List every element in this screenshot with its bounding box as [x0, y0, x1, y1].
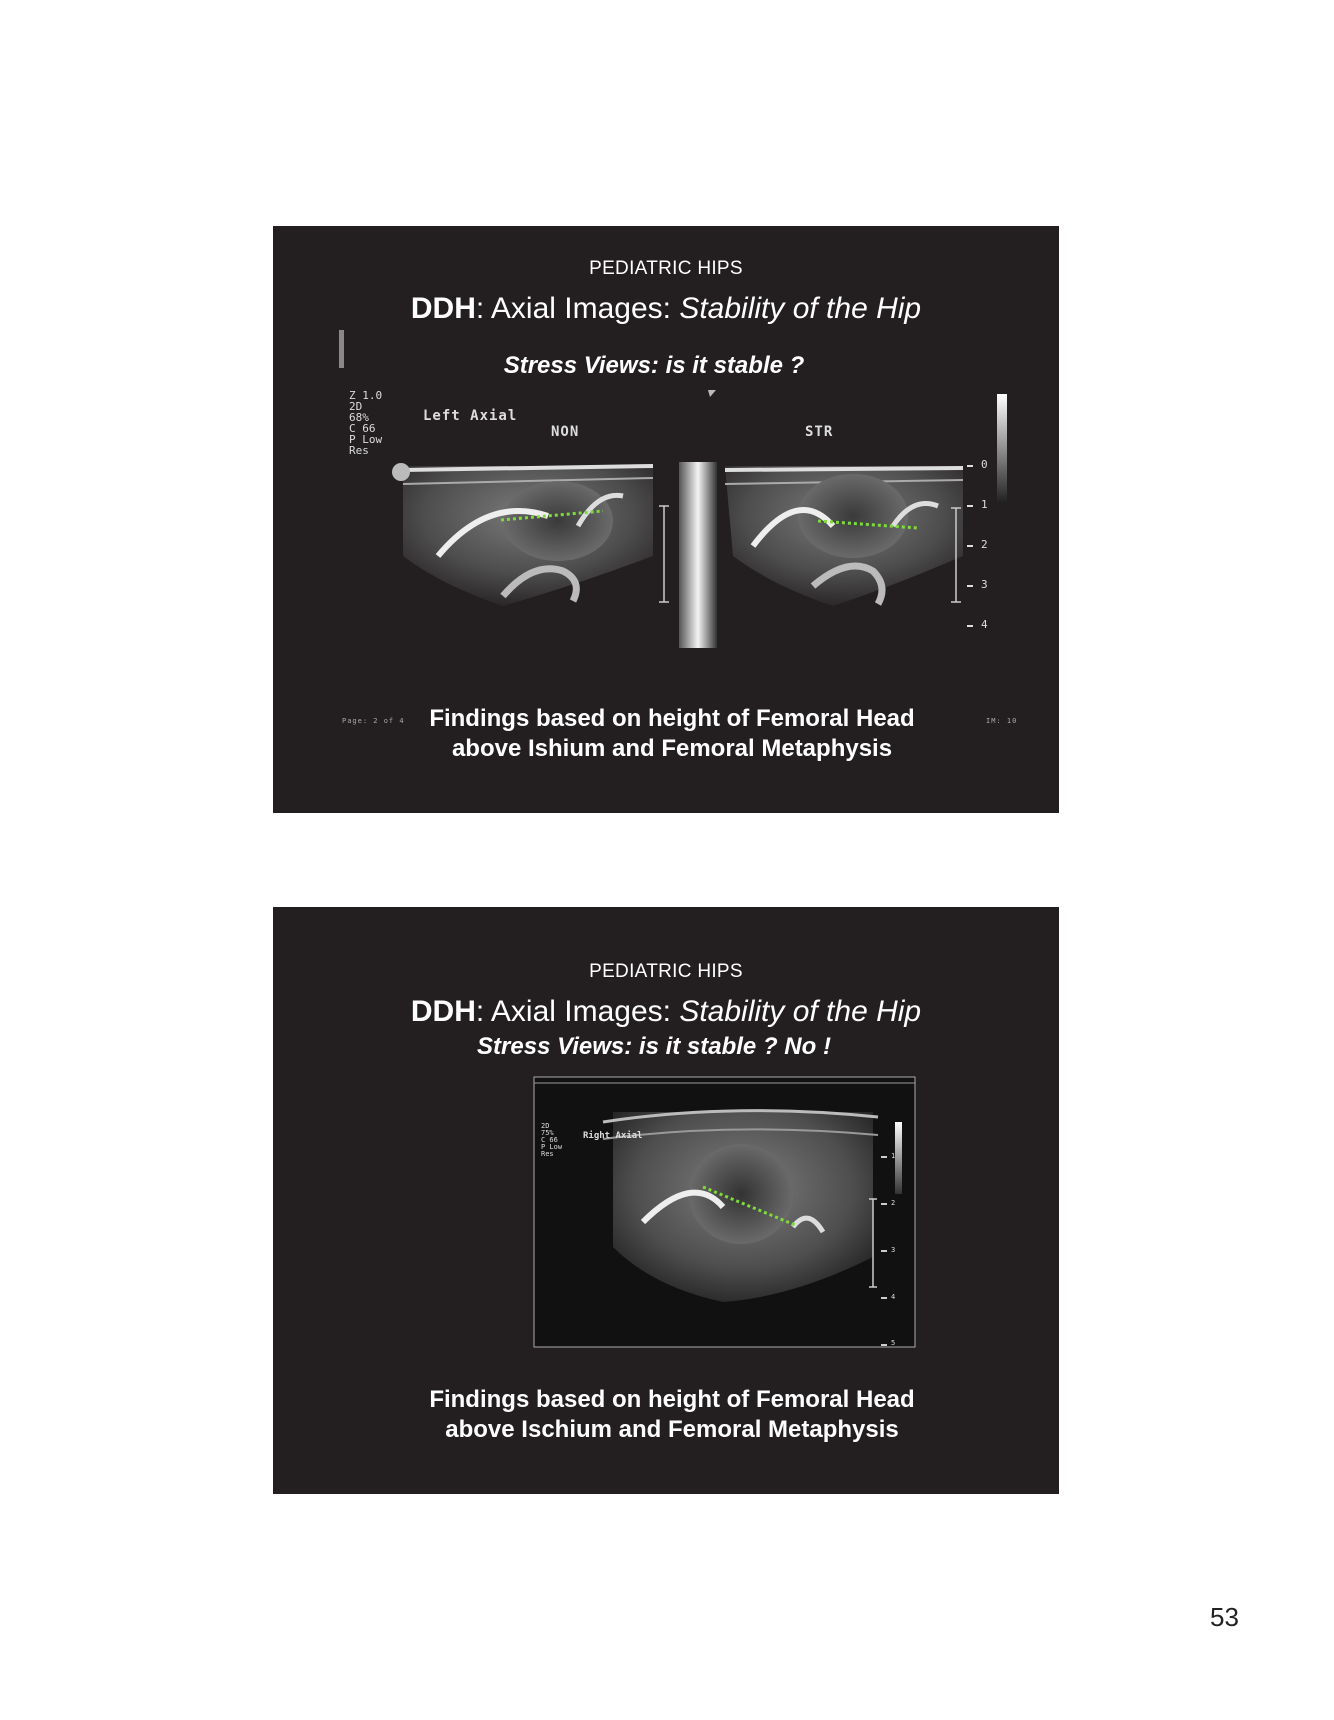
findings-line-2: above Ischium and Femoral Metaphysis — [445, 1416, 899, 1443]
depth-label-2: 2 — [981, 538, 988, 551]
findings-line-2: above Ishium and Femoral Metaphysis — [451, 735, 893, 762]
title-acronym: DDH — [410, 292, 476, 325]
slide-findings — [279, 704, 1059, 764]
grayscale-bar — [895, 1122, 902, 1194]
page-indicator: Page: 2 of 4 — [342, 717, 405, 725]
slide-subtitle: Stress Views: is it stable ? — [503, 352, 805, 379]
frame-indicator: IM: 10 — [986, 717, 1018, 725]
slide-findings — [279, 1385, 1059, 1445]
title-part1: : Axial Images: — [475, 292, 680, 325]
depth-label-4: 4 — [981, 618, 988, 631]
marker-bar — [339, 330, 344, 368]
depth-label-1: 1 — [981, 498, 988, 511]
image-divider — [679, 462, 717, 648]
title-part2: Stability of the Hip — [679, 995, 922, 1028]
slide-2 — [273, 907, 1059, 1494]
depth-label-4: 4 — [891, 1293, 896, 1301]
ultrasound-side-label: Left Axial — [423, 408, 518, 424]
slide-subtitle: Stress Views: is it stable ? No ! — [477, 1033, 831, 1060]
section-heading: PEDIATRIC HIPS — [589, 258, 743, 279]
ultrasound-str-label: STR — [805, 424, 834, 440]
slide-1 — [273, 226, 1059, 813]
femoral-head-str — [798, 474, 908, 558]
title-part1: : Axial Images: — [475, 995, 680, 1028]
depth-label-1: 1 — [891, 1152, 896, 1160]
femoral-head-non — [503, 481, 613, 561]
title-part2: Stability of the Hip — [679, 292, 922, 325]
grayscale-bar — [997, 394, 1007, 502]
depth-label-3: 3 — [981, 578, 988, 591]
ultrasound-params: 2D 75% C 66 P Low Res — [541, 1122, 563, 1158]
section-heading: PEDIATRIC HIPS — [589, 961, 743, 982]
depth-label-0: 0 — [981, 458, 988, 471]
depth-label-3: 3 — [891, 1246, 896, 1254]
findings-line-1: Findings based on height of Femoral Head — [429, 705, 915, 732]
depth-label-5: 5 — [891, 1339, 896, 1347]
ultrasound-non-label: NON — [551, 424, 580, 440]
findings-line-1: Findings based on height of Femoral Head — [429, 1386, 915, 1413]
title-acronym: DDH — [410, 995, 476, 1028]
ultrasound-params: Z 1.0 2D 68% C 66 P Low Res — [349, 389, 383, 457]
page-number: 53 — [1210, 1602, 1239, 1632]
ultrasound-side-label: Right Axial — [583, 1131, 643, 1141]
depth-label-2: 2 — [891, 1199, 896, 1207]
